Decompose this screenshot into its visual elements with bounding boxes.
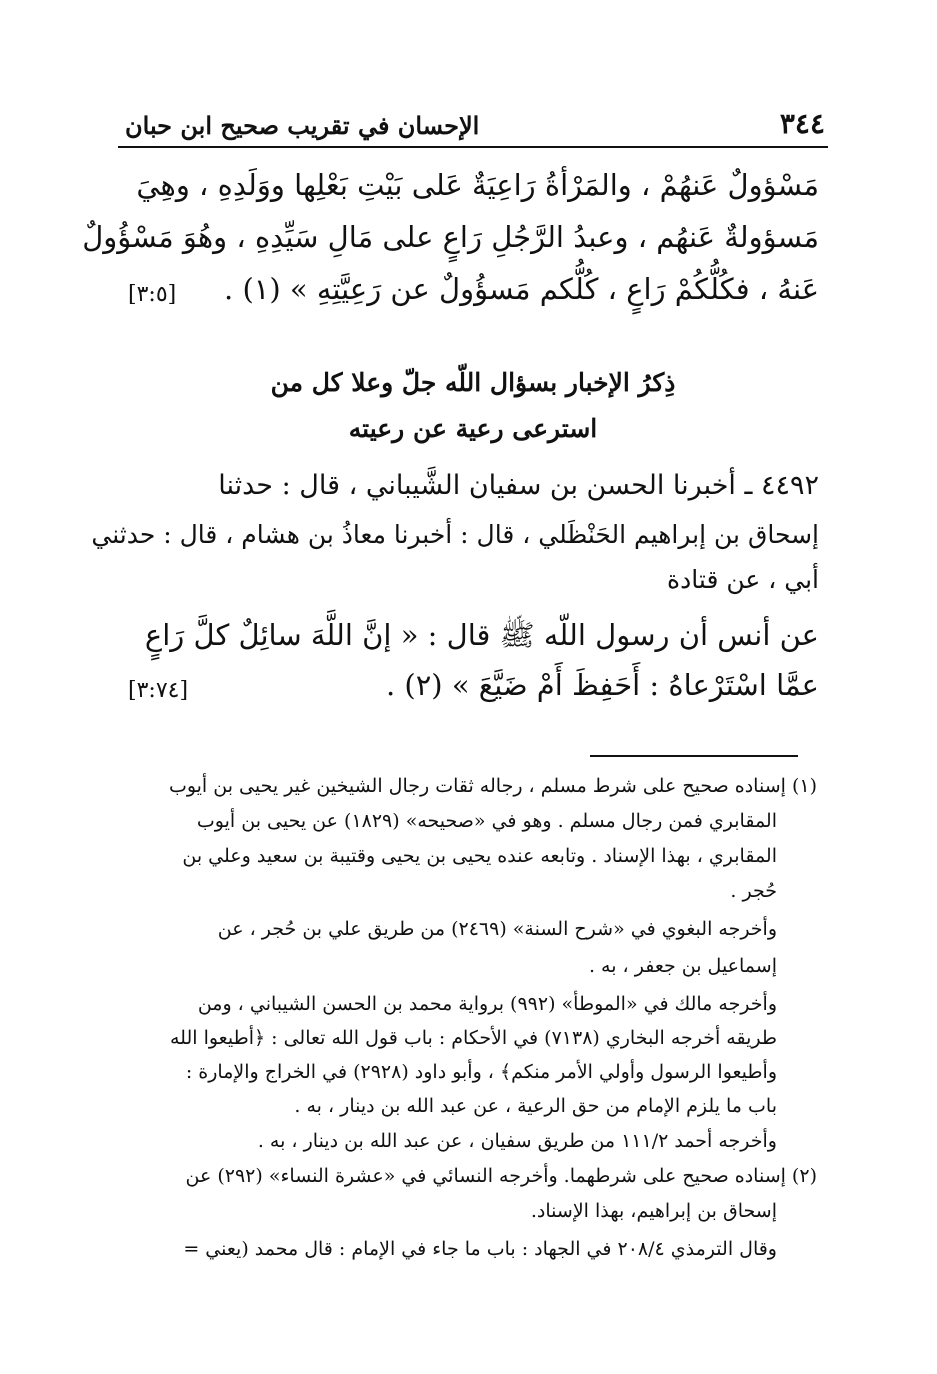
matn-line-2: عمَّا اسْتَرْعاهُ : أَحَفِظَ أَمْ ضَيَّعَ » (٢) . — [385, 668, 819, 702]
header-rule — [118, 146, 828, 148]
footnote-line: طريقه أخرجه البخاري (٧١٣٨) في الأحكام : باب قول الله تعالى : ﴿أطيعوا الله — [170, 1027, 777, 1049]
footnote-line: حُجر . — [730, 880, 777, 902]
matn-line-1: عن أنس أن رسول اللّه ﷺ قال : « إنَّ اللَّهَ سائِلٌ كلَّ رَاعٍ — [144, 618, 819, 652]
footnote-line: وأخرجه البغوي في «شرح السنة» (٢٤٦٩) من طريق علي بن حُجر ، عن — [217, 918, 777, 940]
footnote-line: باب ما يلزم الإمام من حق الرعية ، عن عبد الله بن دينار ، به . — [294, 1095, 777, 1117]
footnote-line: (٢) إسناده صحيح على شرطهما. وأخرجه النسائي في «عشرة النساء» (٢٩٢) عن — [185, 1165, 817, 1187]
footnote-line: إسماعيل بن جعفر ، به . — [588, 955, 777, 977]
page-number: ٣٤٤ — [779, 107, 825, 140]
footnote-line: المقابري ، بهذا الإسناد . وتابعه عنده يحيى بن يحيى وقتيبة بن سعيد وعلي بن — [182, 845, 777, 867]
footnote-line: (١) إسناده صحيح على شرط مسلم ، رجاله ثقات رجال الشيخين غير يحيى بن أيوب — [168, 775, 817, 797]
isnad-line-3: أبي ، عن قتادة — [667, 565, 819, 594]
footnote-line: وأخرجه مالك في «الموطأ» (٩٩٢) برواية محمد بن الحسن الشيباني ، ومن — [197, 993, 777, 1015]
isnad-line-1: ٤٤٩٢ ـ أخبرنا الحسن بن سفيان الشَّيباني ، قال : حدثنا — [218, 470, 819, 501]
footnote-line: وأطيعوا الرسول وأولي الأمر منكم﴾ ، وأبو داود (٢٩٢٨) في الخراج والإمارة : — [185, 1061, 777, 1083]
running-title: الإحسان في تقريب صحيح ابن حبان — [125, 111, 480, 140]
isnad-line-2: إسحاق بن إبراهيم الحَنْظَلي ، قال : أخبرنا معاذُ بن هشام ، قال : حدثني — [91, 520, 819, 549]
footnote-line: وقال الترمذي ٢٠٨/٤ في الجهاد : باب ما جاء في الإمام : قال محمد (يعني = — [183, 1238, 777, 1260]
footnote-line: المقابري فمن رجال مسلم . وهو في «صحيحه» (١٨٢٩) عن يحيى بن أيوب — [196, 810, 777, 832]
footnote-line: وأخرجه أحمد ١١١/٢ من طريق سفيان ، عن عبد الله بن دينار ، به . — [257, 1130, 777, 1152]
passage-line-3: عَنهُ ، فكُلُّكُمْ رَاعٍ ، كُلُّكم مَسؤُولٌ عن رَعِيَّتِهِ » (١) . — [224, 272, 819, 306]
hadith-ref: [٣:٧٤] — [128, 678, 189, 703]
footnote-separator — [590, 755, 798, 757]
passage-line-2: مَسؤولةٌ عَنهُم ، وعبدُ الرَّجُلِ رَاعٍ على مَالِ سَيِّدِهِ ، وهُوَ مَسْؤُولٌ — [82, 220, 819, 254]
chapter-heading-line-2: استرعى رعية عن رعيته — [348, 414, 598, 443]
passage-ref: [٣:٥] — [128, 282, 177, 307]
passage-line-1: مَسْؤولٌ عَنهُمْ ، والمَرْأةُ رَاعِيَةٌ عَلى بَيْتِ بَعْلِها ووَلَدِهِ ، وهِيَ — [136, 168, 819, 202]
chapter-heading-line-1: ذِكرُ الإخبار بسؤال اللّه جلّ وعلا كل من — [270, 368, 676, 397]
footnote-line: إسحاق بن إبراهيم، بهذا الإسناد. — [530, 1200, 777, 1222]
page-header — [125, 100, 825, 140]
